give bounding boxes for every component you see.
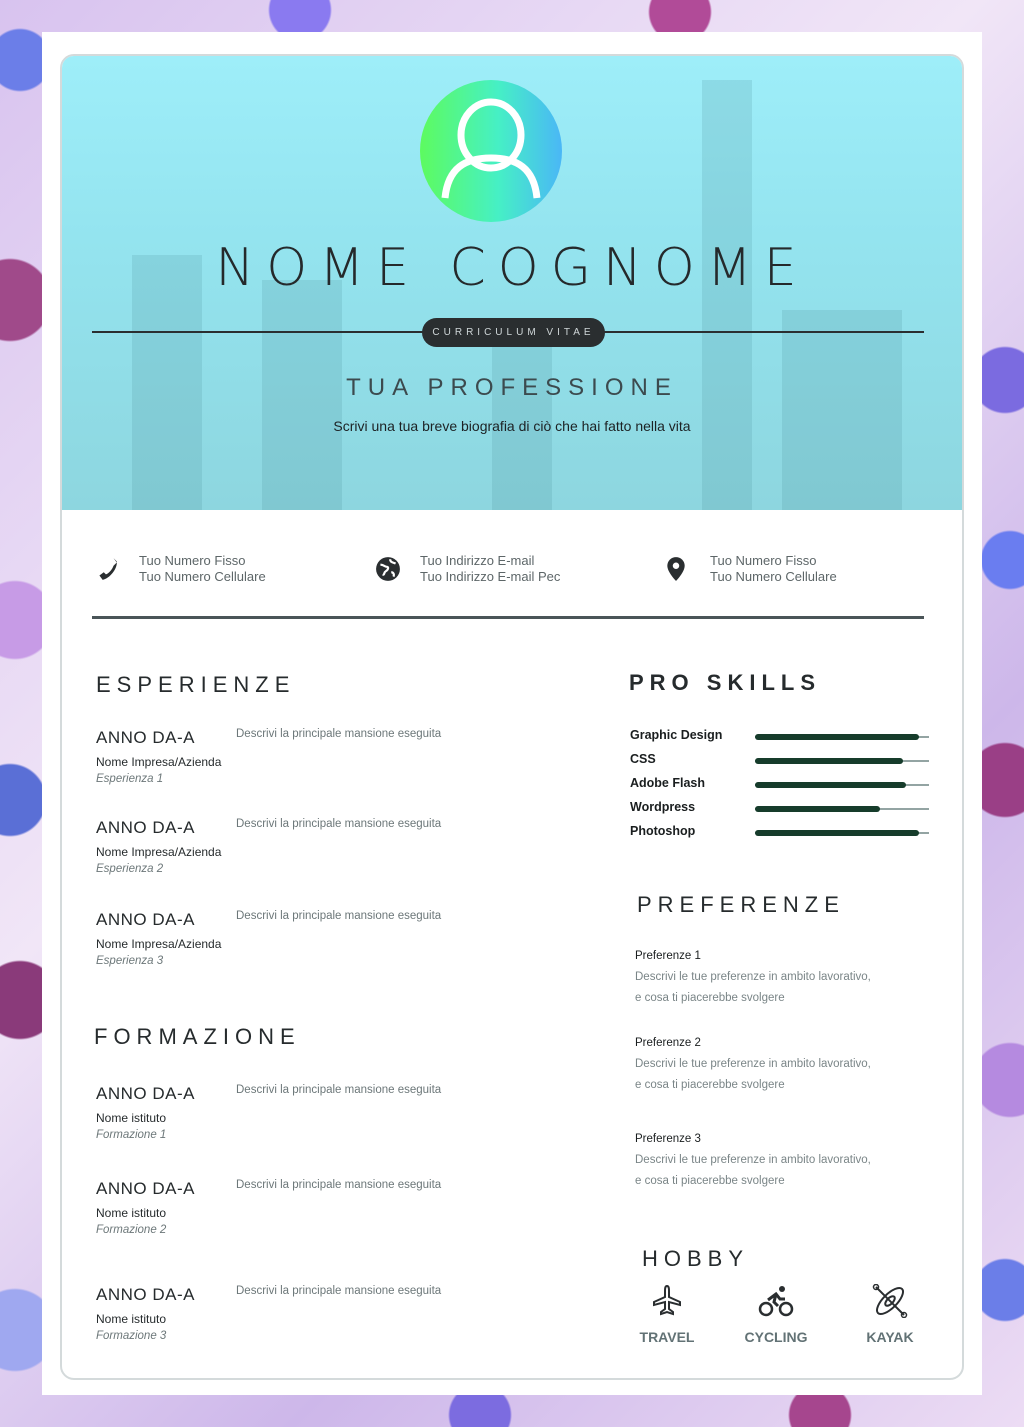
- section-title-skills: PRO SKILLS: [629, 670, 822, 695]
- skill-name: Adobe Flash: [630, 776, 706, 790]
- skill-name: Photoshop: [630, 824, 696, 838]
- skill-name: Graphic Design: [630, 728, 723, 742]
- profession: TUA PROFESSIONE: [346, 374, 678, 401]
- full-name: NOME COGNOME: [215, 238, 809, 298]
- experience-item: ANNO DA-A Nome Impresa/Azienda Esperienza 2 Descrivi la principale mansione eseguita: [96, 818, 442, 875]
- hobby-cycling: CYCLING: [731, 1284, 821, 1345]
- contact-phone: Tuo Numero Fisso Tuo Numero Cellulare: [139, 553, 266, 584]
- education-item: ANNO DA-A Nome istituto Formazione 3 Descrivi la principale mansione eseguita: [96, 1285, 442, 1342]
- skill-bar-fill: [755, 830, 919, 836]
- skill-bar-fill: [755, 782, 906, 788]
- hobby-kayak: KAYAK: [845, 1284, 935, 1345]
- kayak-icon: [872, 1284, 908, 1318]
- section-title-esperienze: ESPERIENZE: [96, 672, 296, 697]
- section-title-preferenze: PREFERENZE: [637, 892, 845, 917]
- skill-bar-fill: [755, 806, 880, 812]
- skill-bar-track: [755, 784, 929, 786]
- skill-row: [630, 800, 940, 824]
- cv-frame: [60, 54, 964, 1380]
- skill-bar-fill: [755, 734, 919, 740]
- skill-row: [630, 776, 940, 800]
- section-title-formazione: FORMAZIONE: [94, 1024, 301, 1049]
- cv-badge: CURRICULUM VITAE: [422, 318, 605, 347]
- skill-row: [630, 824, 940, 848]
- experience-item: ANNO DA-A Nome Impresa/Azienda Esperienza 1 Descrivi la principale mansione eseguita: [96, 728, 442, 785]
- skill-bar-track: [755, 736, 929, 738]
- user-icon: [420, 80, 562, 222]
- contact-divider: [92, 616, 924, 619]
- location-pin-icon: [663, 556, 689, 582]
- header-banner: [62, 56, 962, 510]
- contact-email: Tuo Indirizzo E-mail Tuo Indirizzo E-mail Pec: [420, 553, 561, 584]
- bicycle-icon: [758, 1284, 794, 1318]
- phone-icon: [94, 556, 120, 582]
- education-item: ANNO DA-A Nome istituto Formazione 2 Descrivi la principale mansione eseguita: [96, 1179, 442, 1236]
- skill-name: Wordpress: [630, 800, 696, 814]
- preference-item: Preferenze 1 Descrivi le tue preferenze in ambito lavorativo, e cosa ti piacerebbe svolgere: [635, 950, 871, 1004]
- skill-bar-track: [755, 808, 929, 810]
- experience-item: ANNO DA-A Nome Impresa/Azienda Esperienza 3 Descrivi la principale mansione eseguita: [96, 910, 442, 967]
- bio: Scrivi una tua breve biografia di ciò che hai fatto nella vita: [333, 418, 691, 434]
- avatar: [420, 80, 562, 222]
- skill-name: CSS: [630, 752, 656, 766]
- education-item: ANNO DA-A Nome istituto Formazione 1 Descrivi la principale mansione eseguita: [96, 1084, 442, 1141]
- skill-bar-fill: [755, 758, 903, 764]
- skill-row: [630, 752, 940, 776]
- preference-item: Preferenze 2 Descrivi le tue preferenze in ambito lavorativo, e cosa ti piacerebbe svolgere: [635, 1037, 871, 1091]
- skill-bar-track: [755, 832, 929, 834]
- contact-address: Tuo Numero Fisso Tuo Numero Cellulare: [710, 553, 837, 584]
- skill-bar-track: [755, 760, 929, 762]
- section-title-hobby: HOBBY: [642, 1246, 750, 1271]
- hobby-travel: TRAVEL: [622, 1284, 712, 1345]
- preference-item: Preferenze 3 Descrivi le tue preferenze in ambito lavorativo, e cosa ti piacerebbe svolgere: [635, 1133, 871, 1187]
- globe-icon: [375, 556, 401, 582]
- skill-row: [630, 728, 940, 752]
- airplane-icon: [651, 1284, 683, 1318]
